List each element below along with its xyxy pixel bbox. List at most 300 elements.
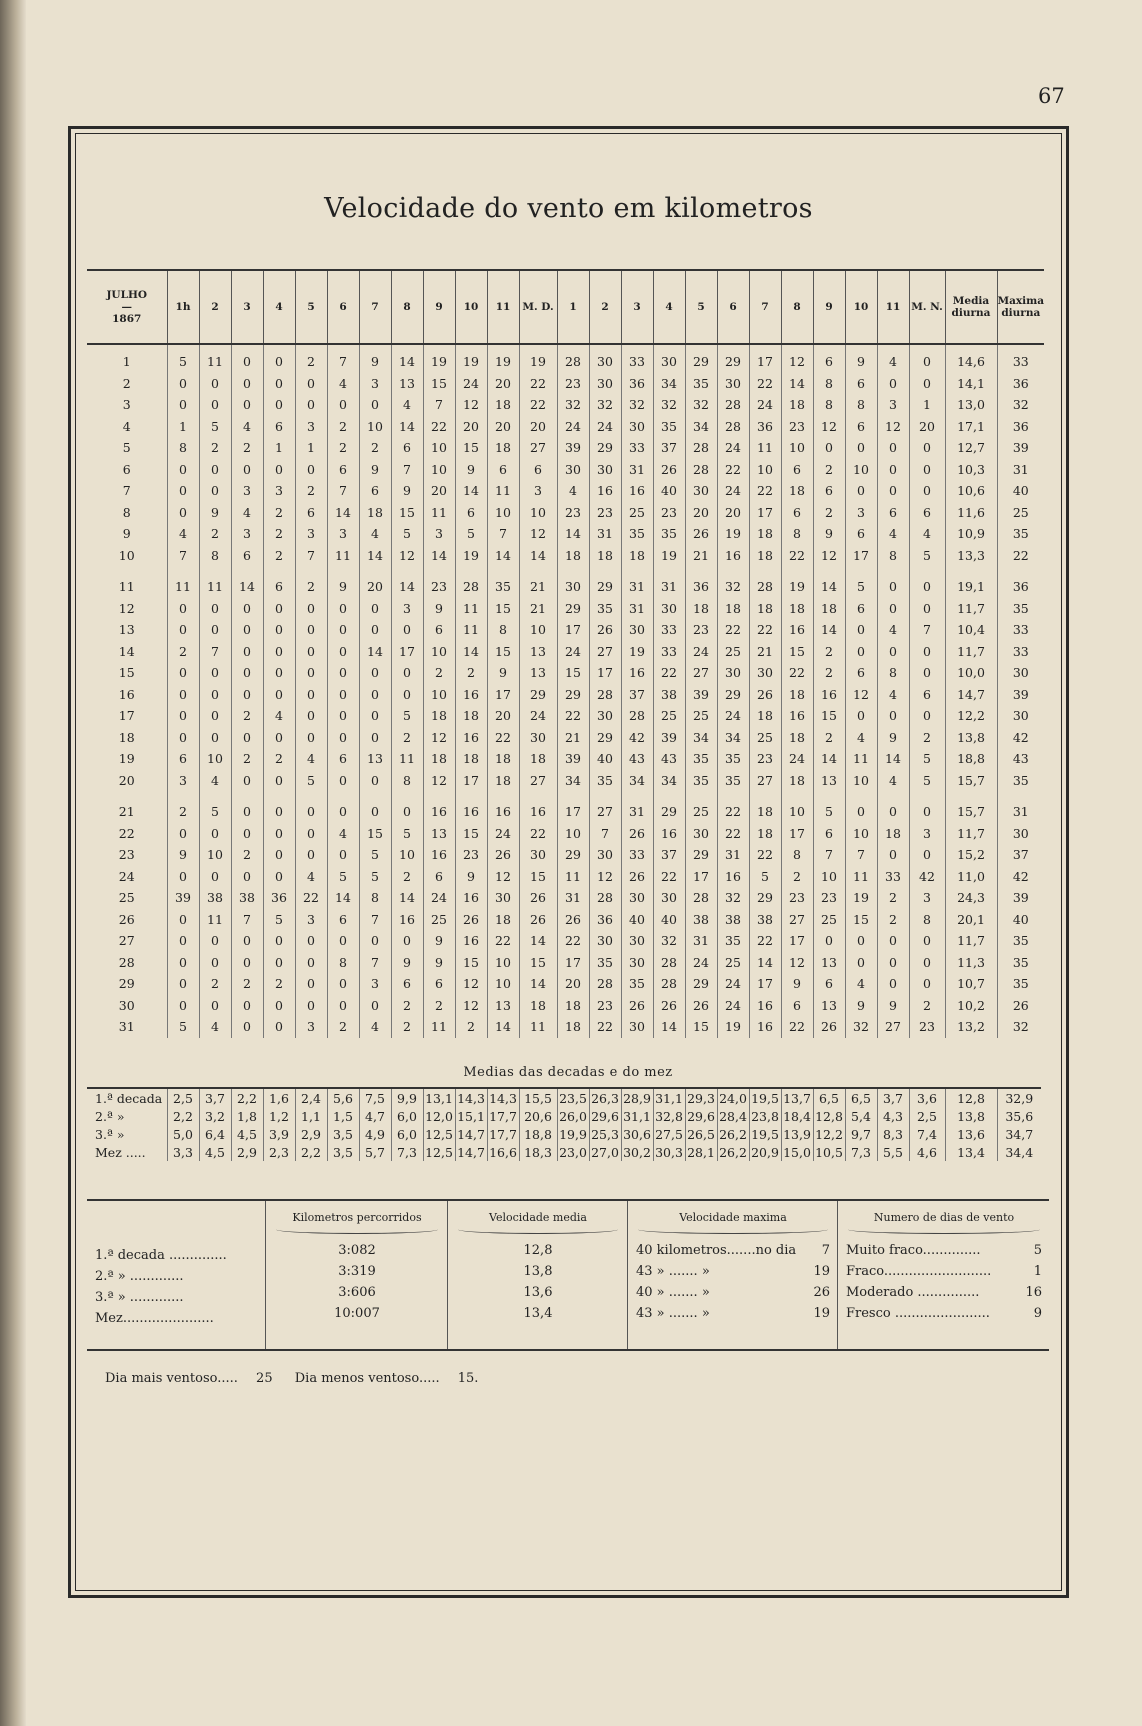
value-cell: 18 xyxy=(589,545,621,567)
value-cell: 17 xyxy=(557,801,589,823)
value-cell: 35 xyxy=(717,748,749,770)
value-cell: 37 xyxy=(653,844,685,866)
value-cell: 28 xyxy=(653,973,685,995)
value-cell: 18 xyxy=(487,748,519,770)
value-cell: 19 xyxy=(717,523,749,545)
spacer-cell xyxy=(231,791,263,801)
value-cell: 17 xyxy=(749,344,781,373)
value-cell: 6 xyxy=(781,995,813,1017)
value-cell: 9 xyxy=(455,459,487,481)
value-cell: 2 xyxy=(231,844,263,866)
max-entry-text: 43 » ....... » xyxy=(636,1306,710,1321)
value-cell: 18 xyxy=(685,598,717,620)
value-cell: 20 xyxy=(909,416,945,438)
value-cell: 18 xyxy=(781,770,813,792)
value-cell: 25 xyxy=(423,909,455,931)
value-cell: 0 xyxy=(813,437,845,459)
decade-value: 18,4 xyxy=(781,1107,813,1125)
value-cell: 8 xyxy=(327,952,359,974)
value-cell: 15 xyxy=(519,866,557,888)
value-cell: 30 xyxy=(717,373,749,395)
decade-value: 15,0 xyxy=(781,1143,813,1161)
value-cell: 0 xyxy=(909,437,945,459)
value-cell: 3 xyxy=(295,523,327,545)
day-cell: 2 xyxy=(122,375,131,391)
decade-label: Mez ..... xyxy=(95,1144,146,1160)
value-cell: 0 xyxy=(909,598,945,620)
value-cell: 11 xyxy=(391,748,423,770)
days-entry-number: 16 xyxy=(1025,1285,1042,1300)
value-cell: 15,2 xyxy=(945,844,997,866)
value-cell: 25 xyxy=(997,502,1044,524)
value-cell: 24 xyxy=(455,373,487,395)
value-cell: 0 xyxy=(231,619,263,641)
value-cell: 1 xyxy=(263,437,295,459)
value-cell: 2 xyxy=(909,995,945,1017)
value-cell: 3 xyxy=(295,1016,327,1038)
value-cell: 28 xyxy=(589,973,621,995)
value-cell: 0 xyxy=(909,973,945,995)
value-cell: 18 xyxy=(749,545,781,567)
value-cell: 30 xyxy=(621,952,653,974)
value-cell: 3 xyxy=(877,394,909,416)
value-cell: 3 xyxy=(359,373,391,395)
value-cell: 0 xyxy=(263,394,295,416)
value-cell: 13 xyxy=(813,952,845,974)
value-cell: 9 xyxy=(199,502,231,524)
max-entry-number: 26 xyxy=(813,1285,830,1300)
value-cell: 0 xyxy=(231,801,263,823)
value-cell: 11,0 xyxy=(945,866,997,888)
header-hour: 7 xyxy=(359,270,391,344)
value-cell: 3 xyxy=(909,823,945,845)
value-cell: 15 xyxy=(455,952,487,974)
value-cell: 0 xyxy=(231,727,263,749)
value-cell: 40 xyxy=(589,748,621,770)
value-cell: 15,7 xyxy=(945,770,997,792)
value-cell: 10 xyxy=(423,459,455,481)
header-rule xyxy=(638,1225,828,1234)
value-cell: 8 xyxy=(391,770,423,792)
value-cell: 0 xyxy=(359,662,391,684)
days-header: Numero de dias de vento xyxy=(873,1211,1015,1224)
value-cell: 0 xyxy=(327,598,359,620)
table-row xyxy=(87,437,1044,459)
value-cell: 21 xyxy=(519,598,557,620)
decade-value: 4,5 xyxy=(199,1143,231,1161)
value-cell: 6 xyxy=(327,459,359,481)
table-row xyxy=(87,887,1044,909)
value-cell: 0 xyxy=(909,480,945,502)
days-entry-text: Moderado ............... xyxy=(846,1285,980,1300)
value-cell: 14 xyxy=(359,545,391,567)
days-entry-number: 1 xyxy=(1033,1264,1042,1279)
value-cell: 2 xyxy=(423,995,455,1017)
value-cell: 10 xyxy=(845,823,877,845)
value-cell: 4 xyxy=(877,523,909,545)
value-cell: 17 xyxy=(589,662,621,684)
value-cell: 14 xyxy=(877,748,909,770)
value-cell: 2 xyxy=(423,662,455,684)
value-cell: 12 xyxy=(781,344,813,373)
value-cell: 0 xyxy=(231,866,263,888)
value-cell: 0 xyxy=(199,930,231,952)
windiest-day: 25 xyxy=(256,1371,273,1386)
table-row xyxy=(87,394,1044,416)
value-cell: 25 xyxy=(749,727,781,749)
value-cell: 30 xyxy=(621,619,653,641)
spacer-cell xyxy=(391,566,423,576)
decade-value: 26,2 xyxy=(717,1125,749,1143)
value-cell: 36 xyxy=(263,887,295,909)
value-cell: 30 xyxy=(997,705,1044,727)
value-cell: 14 xyxy=(557,523,589,545)
value-cell: 14 xyxy=(391,416,423,438)
spacer-cell xyxy=(845,566,877,576)
value-cell: 4 xyxy=(263,705,295,727)
value-cell: 14 xyxy=(813,576,845,598)
value-cell: 2 xyxy=(813,459,845,481)
decade-value: 2,4 xyxy=(295,1088,327,1107)
value-cell: 0 xyxy=(231,598,263,620)
value-cell: 39 xyxy=(653,727,685,749)
value-cell: 0 xyxy=(167,373,199,395)
value-cell: 5 xyxy=(845,576,877,598)
value-cell: 36 xyxy=(749,416,781,438)
value-cell: 35 xyxy=(685,748,717,770)
value-cell: 17 xyxy=(557,619,589,641)
decade-value: 13,8 xyxy=(945,1107,997,1125)
value-cell: 16 xyxy=(391,909,423,931)
decade-value: 13,6 xyxy=(945,1125,997,1143)
decade-value: 7,3 xyxy=(845,1143,877,1161)
wind-speed-table xyxy=(87,269,1044,1038)
value-cell: 27 xyxy=(519,770,557,792)
value-cell: 14 xyxy=(391,576,423,598)
value-cell: 32 xyxy=(557,394,589,416)
day-cell: 10 xyxy=(118,547,135,563)
value-cell: 29 xyxy=(589,576,621,598)
value-cell: 3 xyxy=(231,523,263,545)
value-cell: 9 xyxy=(781,973,813,995)
spacer-cell xyxy=(997,791,1044,801)
value-cell: 6 xyxy=(877,502,909,524)
decade-value: 3,7 xyxy=(877,1088,909,1107)
value-cell: 22 xyxy=(749,373,781,395)
table-row xyxy=(87,748,1044,770)
value-cell: 1 xyxy=(909,394,945,416)
value-cell: 6 xyxy=(263,576,295,598)
value-cell: 13 xyxy=(487,995,519,1017)
value-cell: 22 xyxy=(749,844,781,866)
day-cell: 13 xyxy=(118,622,135,638)
value-cell: 0 xyxy=(231,662,263,684)
value-cell: 1 xyxy=(295,437,327,459)
value-cell: 31 xyxy=(997,459,1044,481)
spacer-cell xyxy=(455,566,487,576)
value-cell: 18 xyxy=(557,545,589,567)
value-cell: 0 xyxy=(199,705,231,727)
value-cell: 20 xyxy=(717,502,749,524)
value-cell: 25 xyxy=(685,705,717,727)
value-cell: 10 xyxy=(487,502,519,524)
spacer-cell xyxy=(87,566,167,576)
value-cell: 32 xyxy=(653,394,685,416)
value-cell: 26 xyxy=(621,995,653,1017)
value-cell: 22 xyxy=(781,545,813,567)
spacer-cell xyxy=(359,791,391,801)
value-cell: 31 xyxy=(653,576,685,598)
value-cell: 35 xyxy=(997,952,1044,974)
value-cell: 39 xyxy=(997,887,1044,909)
value-cell: 23 xyxy=(423,576,455,598)
value-cell: 0 xyxy=(263,844,295,866)
table-row xyxy=(87,930,1044,952)
value-cell: 11 xyxy=(487,480,519,502)
spacer-cell xyxy=(295,791,327,801)
spacer-cell xyxy=(877,566,909,576)
value-cell: 7 xyxy=(359,909,391,931)
decade-value: 10,5 xyxy=(813,1143,845,1161)
table-row xyxy=(87,1016,1044,1038)
decade-value: 1,6 xyxy=(263,1088,295,1107)
header-rule xyxy=(848,1225,1040,1234)
header-hour: M. D. xyxy=(519,270,557,344)
decade-value: 1,1 xyxy=(295,1107,327,1125)
value-cell: 15 xyxy=(455,823,487,845)
value-cell: 13 xyxy=(519,662,557,684)
decade-value: 29,3 xyxy=(685,1088,717,1107)
decade-value: 1,2 xyxy=(263,1107,295,1125)
value-cell: 12 xyxy=(455,973,487,995)
summary-label: 1.ª decada .............. xyxy=(95,1248,227,1263)
value-cell: 24 xyxy=(423,887,455,909)
value-cell: 16 xyxy=(519,801,557,823)
value-cell: 0 xyxy=(263,344,295,373)
decade-value: 4,7 xyxy=(359,1107,391,1125)
value-cell: 7 xyxy=(423,394,455,416)
value-cell: 35 xyxy=(997,770,1044,792)
page-number: 67 xyxy=(1038,84,1065,108)
decade-value: 12,5 xyxy=(423,1143,455,1161)
value-cell: 35 xyxy=(997,973,1044,995)
table-row xyxy=(87,705,1044,727)
value-cell: 19 xyxy=(423,344,455,373)
value-cell: 0 xyxy=(391,801,423,823)
decade-value: 5,4 xyxy=(845,1107,877,1125)
value-cell: 9 xyxy=(423,952,455,974)
table-row xyxy=(87,684,1044,706)
value-cell: 10,6 xyxy=(945,480,997,502)
value-cell: 2 xyxy=(263,545,295,567)
value-cell: 10 xyxy=(845,459,877,481)
value-cell: 17 xyxy=(845,545,877,567)
header-hour: 10 xyxy=(845,270,877,344)
value-cell: 15 xyxy=(557,662,589,684)
value-cell: 2 xyxy=(813,662,845,684)
days-entry xyxy=(846,1261,1042,1282)
value-cell: 23 xyxy=(685,619,717,641)
value-cell: 10 xyxy=(749,459,781,481)
value-cell: 6 xyxy=(423,973,455,995)
value-cell: 0 xyxy=(167,502,199,524)
value-cell: 20 xyxy=(557,973,589,995)
value-cell: 34 xyxy=(685,727,717,749)
table-row xyxy=(87,523,1044,545)
value-cell: 3 xyxy=(167,770,199,792)
table-row xyxy=(87,373,1044,395)
value-cell: 18 xyxy=(781,727,813,749)
value-cell: 8 xyxy=(909,909,945,931)
value-cell: 0 xyxy=(263,727,295,749)
value-cell: 5 xyxy=(359,866,391,888)
value-cell: 18 xyxy=(781,480,813,502)
value-cell: 4 xyxy=(391,394,423,416)
value-cell: 19 xyxy=(653,545,685,567)
km-value: 3:082 xyxy=(338,1243,376,1258)
header-hour: 4 xyxy=(263,270,295,344)
value-cell: 3 xyxy=(909,887,945,909)
decade-value: 14,3 xyxy=(455,1088,487,1107)
value-cell: 40 xyxy=(997,909,1044,931)
decade-value: 19,5 xyxy=(749,1088,781,1107)
header-hour: 8 xyxy=(781,270,813,344)
value-cell: 25 xyxy=(813,909,845,931)
day-cell: 25 xyxy=(118,890,135,906)
value-cell: 22 xyxy=(557,705,589,727)
header-hour: 2 xyxy=(199,270,231,344)
value-cell: 10 xyxy=(391,844,423,866)
max-entry-number: 19 xyxy=(813,1306,830,1321)
value-cell: 24 xyxy=(519,705,557,727)
value-cell: 0 xyxy=(877,801,909,823)
value-cell: 18 xyxy=(557,1016,589,1038)
value-cell: 5 xyxy=(199,801,231,823)
value-cell: 29 xyxy=(519,684,557,706)
max-entry xyxy=(636,1261,830,1282)
value-cell: 27 xyxy=(781,909,813,931)
table-row xyxy=(87,416,1044,438)
value-cell: 0 xyxy=(295,823,327,845)
value-cell: 0 xyxy=(199,619,231,641)
day-cell: 28 xyxy=(118,954,135,970)
value-cell: 2 xyxy=(877,909,909,931)
value-cell: 12,7 xyxy=(945,437,997,459)
value-cell: 33 xyxy=(997,641,1044,663)
value-cell: 37 xyxy=(653,437,685,459)
value-cell: 7 xyxy=(845,844,877,866)
value-cell: 3 xyxy=(845,502,877,524)
value-cell: 2 xyxy=(359,437,391,459)
value-cell: 7 xyxy=(167,545,199,567)
value-cell: 36 xyxy=(685,576,717,598)
value-cell: 0 xyxy=(909,930,945,952)
days-entry-text: Fraco.......................... xyxy=(846,1264,992,1279)
value-cell: 10 xyxy=(781,801,813,823)
value-cell: 0 xyxy=(167,459,199,481)
value-cell: 23 xyxy=(455,844,487,866)
decade-value: 3,7 xyxy=(199,1088,231,1107)
decade-label: 1.ª decada xyxy=(95,1090,163,1106)
value-cell: 16 xyxy=(589,480,621,502)
value-cell: 0 xyxy=(845,801,877,823)
spacer-cell xyxy=(589,791,621,801)
value-cell: 19 xyxy=(717,1016,749,1038)
value-cell: 31 xyxy=(621,459,653,481)
value-cell: 22 xyxy=(653,866,685,888)
value-cell: 3 xyxy=(519,480,557,502)
value-cell: 0 xyxy=(167,598,199,620)
value-cell: 0 xyxy=(327,662,359,684)
value-cell: 9 xyxy=(391,480,423,502)
value-cell: 0 xyxy=(295,995,327,1017)
value-cell: 35 xyxy=(589,598,621,620)
spacer-cell xyxy=(749,791,781,801)
value-cell: 9 xyxy=(359,459,391,481)
value-cell: 10,9 xyxy=(945,523,997,545)
value-cell: 0 xyxy=(327,641,359,663)
value-cell: 0 xyxy=(909,844,945,866)
value-cell: 21 xyxy=(519,576,557,598)
table-row xyxy=(87,502,1044,524)
value-cell: 35 xyxy=(653,523,685,545)
table-row xyxy=(87,598,1044,620)
header-hour: 6 xyxy=(327,270,359,344)
value-cell: 24 xyxy=(717,705,749,727)
header-hour: 2 xyxy=(589,270,621,344)
value-cell: 8 xyxy=(813,373,845,395)
value-cell: 19 xyxy=(845,887,877,909)
value-cell: 15 xyxy=(813,705,845,727)
spacer-cell xyxy=(519,791,557,801)
value-cell: 0 xyxy=(199,684,231,706)
value-cell: 24 xyxy=(487,823,519,845)
value-cell: 6 xyxy=(167,748,199,770)
value-cell: 38 xyxy=(717,909,749,931)
value-cell: 35 xyxy=(997,598,1044,620)
max-entry-number: 7 xyxy=(821,1243,830,1258)
spacer-cell xyxy=(487,791,519,801)
spacer-cell xyxy=(653,566,685,576)
value-cell: 13,8 xyxy=(945,727,997,749)
header-hour: 5 xyxy=(685,270,717,344)
value-cell: 15 xyxy=(391,502,423,524)
value-cell: 0 xyxy=(167,909,199,931)
value-cell: 4 xyxy=(199,770,231,792)
calmest-label: Dia menos ventoso..... xyxy=(294,1371,440,1386)
value-cell: 0 xyxy=(263,823,295,845)
value-cell: 21 xyxy=(749,641,781,663)
value-cell: 0 xyxy=(877,480,909,502)
value-cell: 22 xyxy=(557,930,589,952)
decade-value: 4,3 xyxy=(877,1107,909,1125)
value-cell: 17 xyxy=(487,684,519,706)
day-cell: 3 xyxy=(122,397,131,413)
value-cell: 0 xyxy=(231,1016,263,1038)
decade-label: 2.ª » xyxy=(95,1108,125,1124)
value-cell: 37 xyxy=(997,844,1044,866)
day-cell: 5 xyxy=(122,440,131,456)
decade-value: 20,6 xyxy=(519,1107,557,1125)
value-cell: 11 xyxy=(845,866,877,888)
value-cell: 0 xyxy=(845,705,877,727)
value-cell: 6 xyxy=(295,502,327,524)
value-cell: 11,6 xyxy=(945,502,997,524)
value-cell: 4 xyxy=(359,1016,391,1038)
value-cell: 26 xyxy=(519,909,557,931)
spacer-cell xyxy=(621,791,653,801)
value-cell: 22 xyxy=(717,619,749,641)
